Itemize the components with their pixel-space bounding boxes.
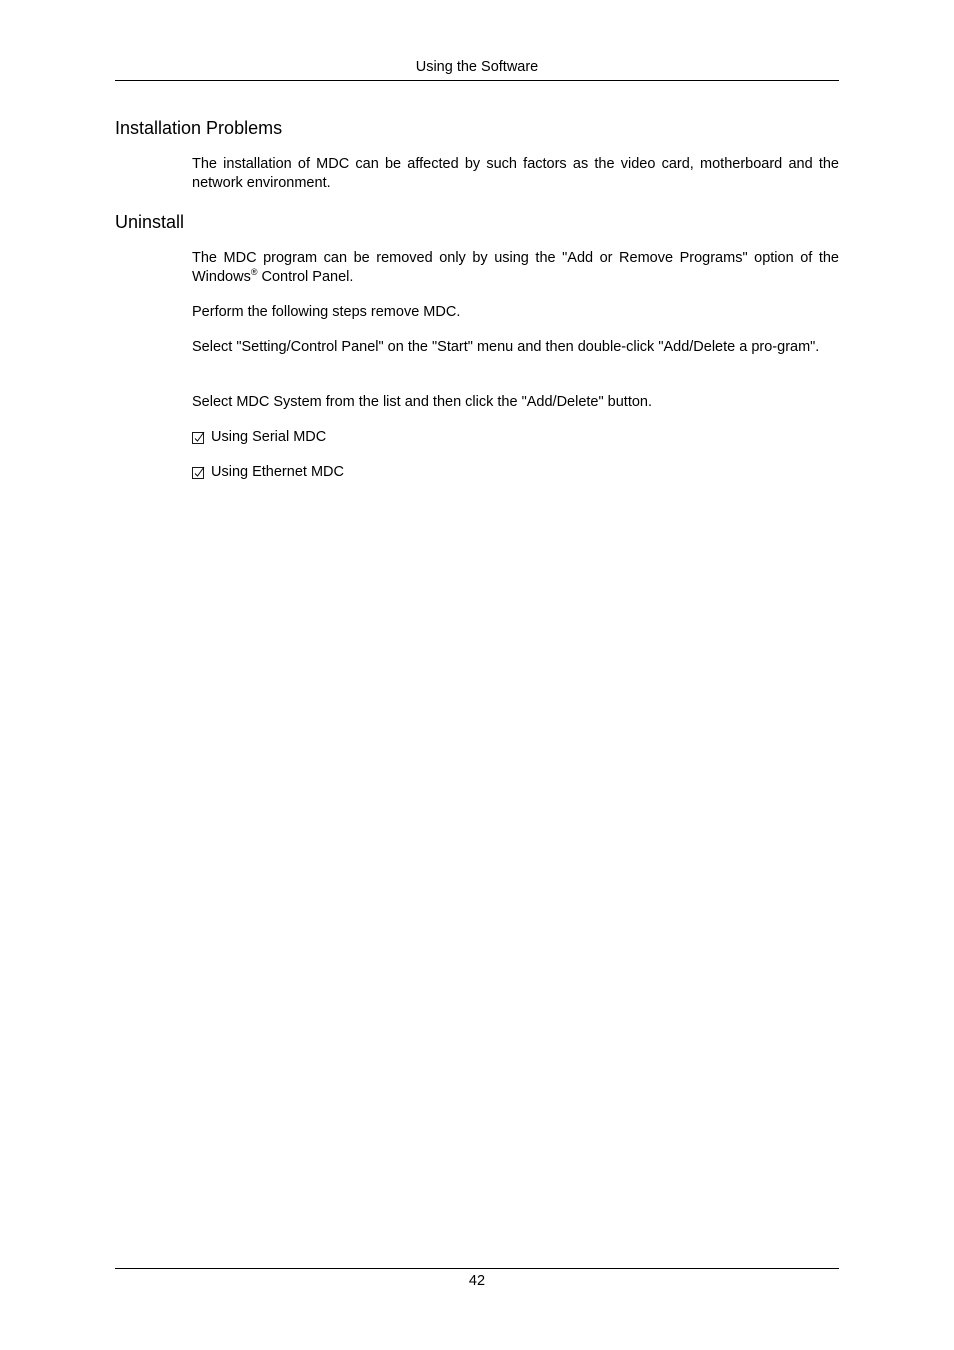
link-using-serial-mdc[interactable] bbox=[192, 428, 326, 447]
link-using-ethernet-mdc[interactable] bbox=[192, 463, 344, 482]
uninstall-paragraph-1 bbox=[192, 249, 839, 287]
uninstall-paragraph-1-tail: Control Panel. bbox=[257, 269, 354, 285]
header-rule bbox=[115, 80, 839, 81]
footer-rule bbox=[115, 1268, 839, 1269]
uninstall-paragraph-4: Select MDC System from the list and then click the "Add/Delete" button. bbox=[192, 394, 652, 410]
uninstall-paragraph-3: Select "Setting/Control Panel" on the "Start" menu and then double-click "Add/Delete a pro-gram". bbox=[192, 339, 820, 355]
section-heading-installation-problems: Installation Problems bbox=[115, 118, 283, 138]
page-number: 42 bbox=[468, 1273, 486, 1289]
running-header: Using the Software bbox=[415, 59, 539, 75]
link-label[interactable]: Using Serial MDC bbox=[211, 429, 327, 445]
section-heading-uninstall: Uninstall bbox=[115, 212, 185, 232]
installation-problems-paragraph: The installation of MDC can be affected by such factors as the video card, motherboard and the network environment. bbox=[192, 156, 839, 191]
uninstall-paragraph-1-text: The MDC program can be removed only by using the "Add or Remove Programs" option of the Windows bbox=[192, 250, 839, 285]
checkbox-link-icon bbox=[192, 466, 205, 479]
uninstall-paragraph-2: Perform the following steps remove MDC. bbox=[192, 304, 461, 320]
registered-mark: ® bbox=[250, 267, 258, 277]
checkbox-link-icon bbox=[192, 431, 205, 444]
link-label[interactable]: Using Ethernet MDC bbox=[211, 464, 344, 480]
